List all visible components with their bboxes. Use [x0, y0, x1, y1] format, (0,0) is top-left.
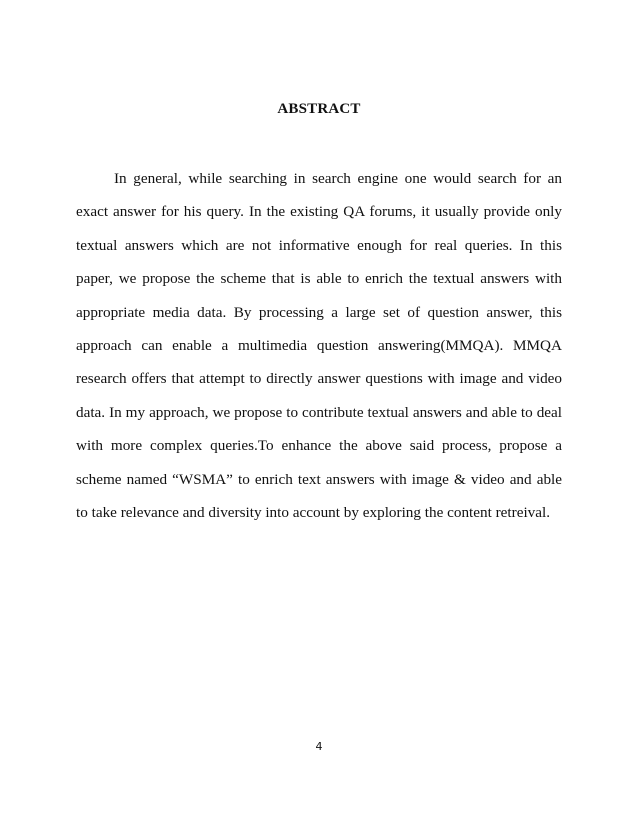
page-number: 4	[315, 740, 323, 753]
abstract-paragraph: In general, while searching in search engine one would search for an exact answer for his query. In the existing QA forums, it usually provide only textual answers which are not informative enough for real queries. In this paper, we propose the scheme that is able to enrich the textual answers with appropriate media data. By processing a large set of question answer, this approach can enable a multimedia question answering(MMQA). MMQA research offers that attempt to directly answer questions with image and video data. In my approach, we propose to contribute textual answers and able to deal with more complex queries.To enhance the above said process, propose a scheme named “WSMA” to enrich text answers with image & video and able to take relevance and diversity into account by exploring the content retreival.	[76, 170, 562, 522]
abstract-heading: ABSTRACT	[277, 101, 361, 117]
